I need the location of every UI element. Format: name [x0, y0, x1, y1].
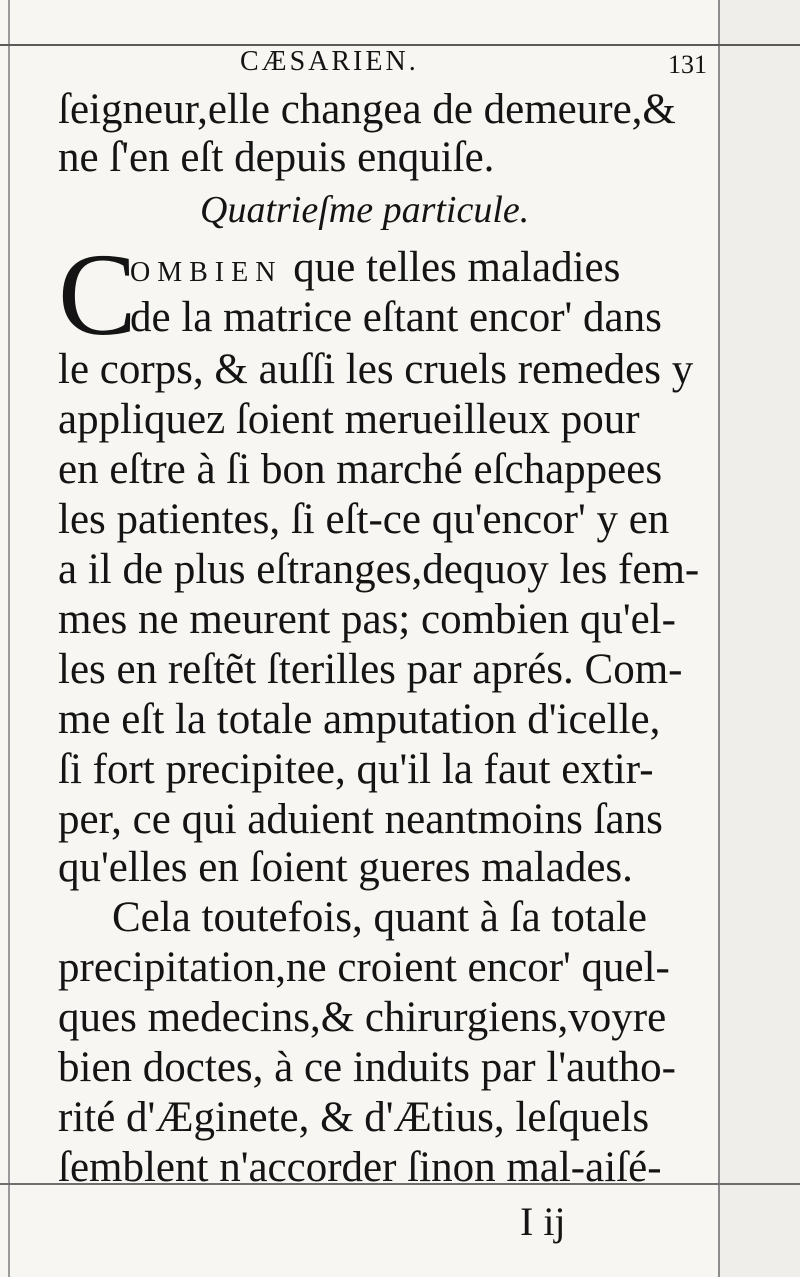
paragraph-line: rité d'Æginete, & d'Ætius, leſquels	[58, 1094, 650, 1141]
adjacent-page-edge	[720, 0, 800, 1277]
paragraph-line: en eſtre à ſi bon marché eſchappees	[58, 446, 663, 493]
paragraph-line: precipitation,ne croient encor' quel-	[58, 944, 670, 991]
paragraph-line: appliquez ſoient merueilleux pour	[58, 396, 640, 443]
paragraph-line: Cela toutefois, quant à ſa totale	[112, 894, 647, 941]
opening-line-text: que telles maladies	[282, 244, 621, 291]
paragraph-line: me eſt la totale amputation d'icelle,	[58, 696, 661, 743]
running-head: CÆSARIEN.	[240, 46, 419, 77]
left-margin-line	[8, 0, 10, 1277]
carry-line: ne ſ'en eſt depuis enquiſe.	[58, 134, 495, 181]
opening-word: OMBIEN	[130, 257, 283, 288]
paragraph-line: bien doctes, à ce induits par l'autho-	[58, 1044, 676, 1091]
paragraph-line: les patientes, ſi eſt-ce qu'encor' y en	[58, 496, 670, 543]
right-margin-line	[718, 0, 720, 1277]
signature-mark: I ij	[520, 1199, 566, 1244]
section-heading: Quatrieſme particule.	[200, 189, 530, 231]
paragraph-line: mes ne meurent pas; combien qu'el-	[58, 596, 676, 643]
paragraph-line: ques medecins,& chirurgiens,voyre	[58, 994, 667, 1041]
paragraph-line: per, ce qui aduient neantmoins ſans	[58, 796, 663, 843]
paragraph-line: les en reſtẽt ſterilles par aprés. Com-	[58, 646, 683, 693]
drop-cap: C	[58, 229, 137, 360]
paragraph-line: de la matrice eſtant encor' dans	[130, 294, 662, 341]
paragraph-line: ſi fort precipitee, qu'il la faut extir-	[58, 746, 654, 793]
folio-number: 131	[668, 50, 707, 79]
opening-line	[130, 246, 620, 289]
paragraph-line: qu'elles en ſoient gueres malades.	[58, 844, 633, 891]
paragraph-line: le corps, & auſſi les cruels remedes y	[58, 346, 694, 393]
carry-line: ſeigneur,elle changea de demeure,&	[58, 86, 676, 133]
paragraph-line: ſemblent n'accorder ſinon mal-aiſé-	[58, 1144, 662, 1191]
paragraph-line: a il de plus eſtranges,dequoy les fem-	[58, 546, 700, 593]
